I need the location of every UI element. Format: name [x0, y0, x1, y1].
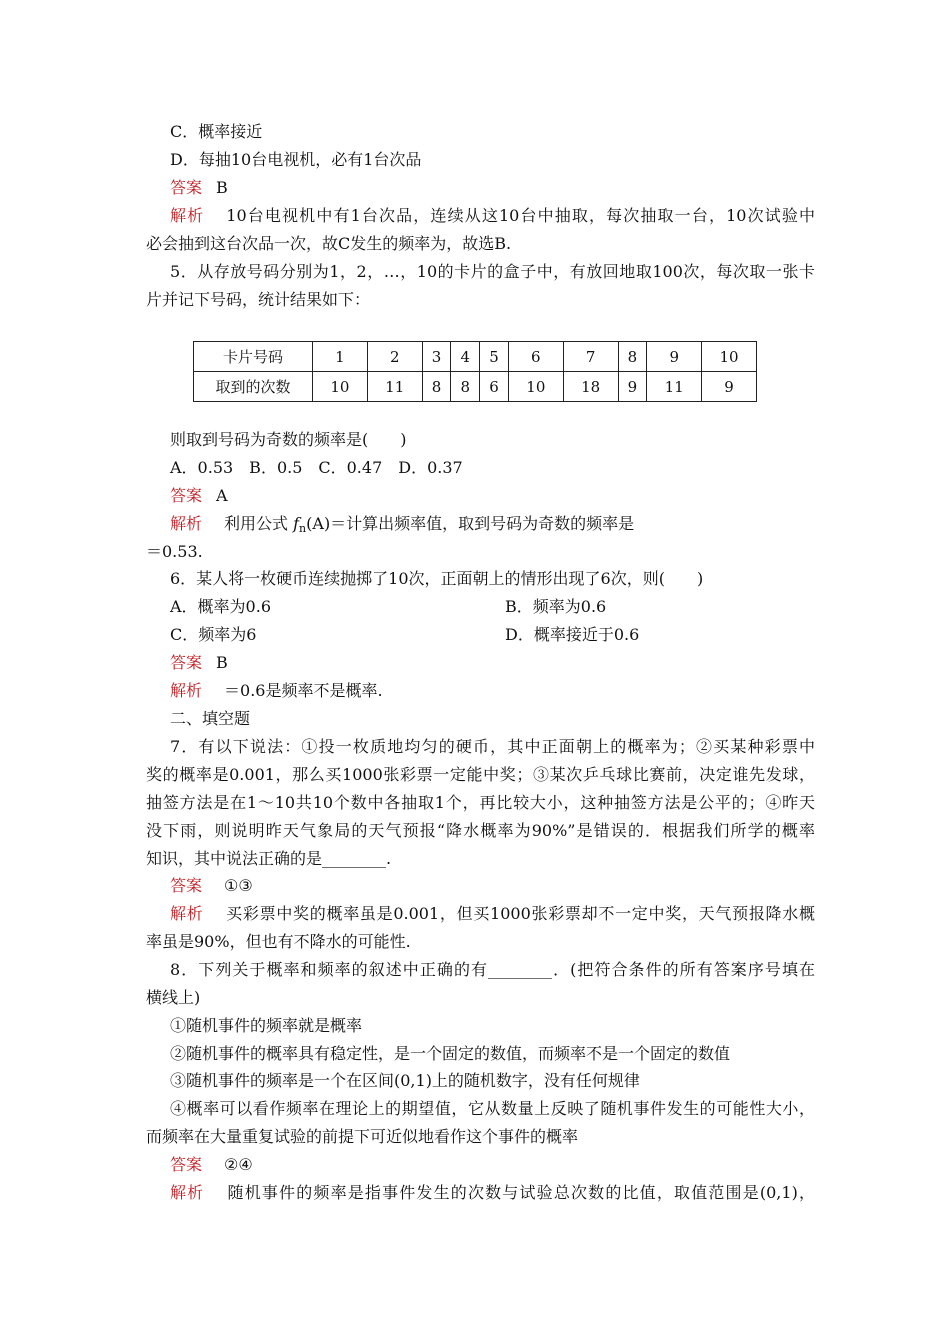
- q7-answer: [170, 876, 253, 896]
- answer-value: B: [216, 653, 228, 672]
- q7-line2: 奖的概率是0.001，那么买1000张彩票一定能中奖；③某次乒乓球比赛前，决定谁先发球，: [146, 765, 815, 784]
- table-cell: 9: [647, 342, 702, 372]
- q8-line1: 8．下列关于概率和频率的叙述中正确的有________．(把符合条件的所有答案序号填在: [170, 960, 815, 979]
- q5-question: 则取到号码为奇数的频率是( ): [170, 430, 407, 449]
- q4-analysis-line2: 必会抽到这台次品一次，故C发生的频率为，故选B.: [146, 234, 512, 253]
- answer-label: 答案: [170, 486, 203, 505]
- answer-label: 答案: [170, 653, 203, 672]
- q5-stem-line1: 5．从存放号码分别为1，2，…，10的卡片的盒子中，有放回地取100次，每次取一张卡: [170, 262, 815, 281]
- table-cell: 4: [451, 342, 480, 372]
- q8-analysis-line1: 解析 随机事件的频率是指事件发生的次数与试验总次数的比值，取值范围是(0,1)，: [170, 1183, 815, 1202]
- q8-line2: 横线上): [146, 988, 201, 1007]
- table-cell: 1: [313, 342, 368, 372]
- q5-stem-line2: 片并记下号码，统计结果如下：: [146, 290, 371, 309]
- table-cell: 8: [422, 372, 451, 402]
- table-cell: 9: [702, 372, 757, 402]
- q6-option-a: A．概率为0.6: [170, 597, 272, 616]
- q4-option-d: D．每抽10台电视机，必有1台次品: [170, 150, 422, 169]
- table-cell: 11: [647, 372, 702, 402]
- analysis-label: 解析: [170, 206, 205, 225]
- q4-option-c: C．概率接近: [170, 122, 263, 141]
- table-cell: 10: [508, 372, 563, 402]
- analysis-label: 解析: [170, 514, 203, 533]
- answer-label: 答案: [170, 178, 203, 197]
- table-row: [194, 342, 757, 372]
- q8-item1: ①随机事件的频率就是概率: [170, 1016, 363, 1035]
- table-cell: 9: [618, 372, 647, 402]
- table-cell: 2: [367, 342, 422, 372]
- q7-line3: 抽签方法是在1～10共10个数中各抽取1个，再比较大小，这种抽签方法是公平的；④昨天: [146, 793, 815, 812]
- q7-line1: 7．有以下说法：①投一枚质地均匀的硬币，其中正面朝上的概率为；②买某种彩票中: [170, 737, 815, 756]
- q5-options: A．0.53 B．0.5 C．0.47 D．0.37: [170, 458, 463, 477]
- q7-line5: 知识，其中说法正确的是________.: [146, 849, 392, 868]
- table-cell: 3: [422, 342, 451, 372]
- analysis-label: 解析: [170, 1183, 205, 1202]
- q6-option-d: D．概率接近于0.6: [505, 625, 640, 644]
- q6-analysis: 解析 ＝0.6是频率不是概率.: [170, 681, 383, 700]
- answer-value: B: [216, 178, 228, 197]
- table-cell: 8: [451, 372, 480, 402]
- q7-analysis-line2: 率虽是90%，但也有不降水的可能性.: [146, 932, 411, 951]
- q8-item4-line1: ④概率可以看作频率在理论上的期望值，它从数量上反映了随机事件发生的可能性大小，: [170, 1099, 815, 1118]
- q6-stem: 6．某人将一枚硬币连续抛掷了10次，正面朝上的情形出现了6次，则( ): [170, 569, 704, 588]
- analysis-label: 解析: [170, 681, 203, 700]
- table-row: [194, 372, 757, 402]
- section-title: 二、填空题: [170, 709, 251, 728]
- table-cell: 7: [563, 342, 618, 372]
- table-cell: 18: [563, 372, 618, 402]
- q6-answer: [170, 653, 228, 673]
- answer-value: ②④: [224, 1155, 253, 1174]
- table-cell: 11: [367, 372, 422, 402]
- table-cell: 10: [702, 342, 757, 372]
- q7-analysis-line1: 解析 买彩票中奖的概率虽是0.001，但买1000张彩票却不一定中奖，天气预报降水概: [170, 904, 815, 923]
- q8-item2: ②随机事件的概率具有稳定性，是一个固定的数值，而频率不是一个固定的数值: [170, 1044, 731, 1063]
- q6-option-c: C．频率为6: [170, 625, 257, 644]
- answer-value: A: [216, 486, 228, 505]
- q8-item4-line2: 而频率在大量重复试验的前提下可近似地看作这个事件的概率: [146, 1127, 579, 1146]
- table-row-header: 取到的次数: [194, 372, 313, 402]
- table-cell: 6: [508, 342, 563, 372]
- q4-answer: [170, 178, 228, 198]
- q5-analysis-line2: ＝0.53.: [146, 542, 203, 561]
- q4-analysis-line1: 解析 10台电视机中有1台次品，连续从这10台中抽取，每次抽取一台，10次试验中: [170, 206, 815, 225]
- q8-answer: [170, 1155, 253, 1175]
- answer-label: 答案: [170, 1155, 203, 1174]
- table-cell: 6: [480, 372, 509, 402]
- answer-label: 答案: [170, 876, 203, 895]
- table-cell: 10: [313, 372, 368, 402]
- q5-answer: [170, 486, 228, 506]
- table-cell: 8: [618, 342, 647, 372]
- q6-option-b: B．频率为0.6: [505, 597, 607, 616]
- q8-item3: ③随机事件的频率是一个在区间(0,1)上的随机数字，没有任何规律: [170, 1071, 640, 1090]
- card-count-table: [193, 341, 757, 402]
- analysis-label: 解析: [170, 904, 204, 923]
- answer-value: ①③: [224, 876, 253, 895]
- q5-analysis-line1: 解析 利用公式 $f_n(A)=$计算出频率值，取到号码为奇数的频率是: [170, 514, 635, 535]
- table-row-header: 卡片号码: [194, 342, 313, 372]
- table-cell: 5: [480, 342, 509, 372]
- q7-line4: 没下雨，则说明昨天气象局的天气预报“降水概率为90%”是错误的．根据我们所学的概率: [146, 821, 815, 840]
